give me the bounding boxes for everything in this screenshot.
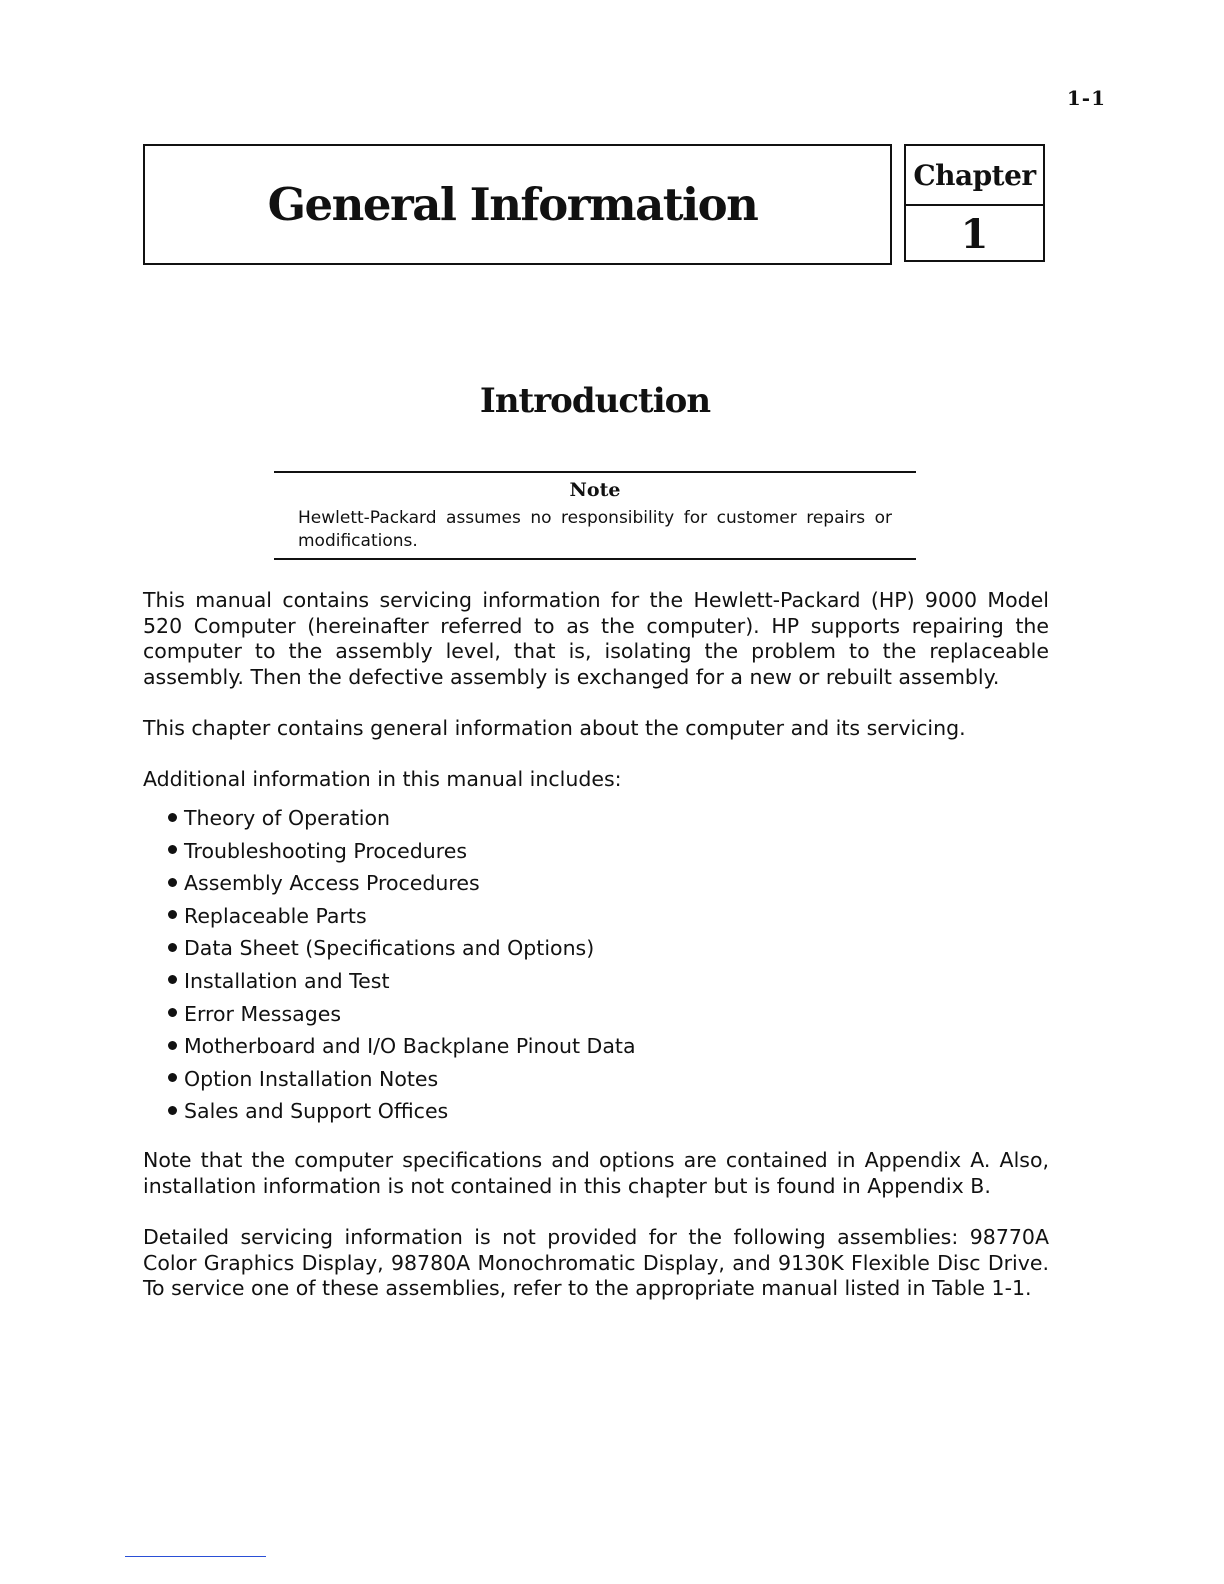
list-item-label: Motherboard and I/O Backplane Pinout Data: [184, 1034, 636, 1059]
manual-contents-list: [168, 802, 636, 1128]
note-text: Hewlett-Packard assumes no responsibility for customer repairs or modifications.: [298, 508, 892, 551]
list-item-label: Troubleshooting Procedures: [184, 838, 468, 863]
title-box: [143, 144, 892, 265]
list-item: [168, 998, 636, 1031]
list-item-label: Sales and Support Offices: [184, 1099, 449, 1124]
paragraph-intro: This manual contains servicing information for the Hewlett-Packard (HP) 9000 Model 520 Computer (hereinafter referred to as the computer). HP supports repairing the computer to the assembly level, that is, isolating the problem to the replaceable assembly. Then the defective assembly is exchanged for a new or rebuilt assembly.: [143, 588, 1049, 689]
list-item: [168, 1095, 636, 1128]
bullet-icon: [168, 878, 177, 887]
chapter-box: [904, 144, 1045, 262]
note-block: [274, 471, 916, 560]
bullet-icon: [168, 845, 177, 854]
bullet-icon: [168, 975, 177, 984]
list-item-label: Error Messages: [184, 1001, 342, 1026]
list-item-label: Installation and Test: [184, 968, 390, 993]
list-item: [168, 802, 636, 835]
chapter-number: 1: [960, 210, 989, 258]
list-item: [168, 867, 636, 900]
list-item: [168, 1030, 636, 1063]
list-item: [168, 900, 636, 933]
section-heading: Introduction: [479, 381, 711, 421]
chapter-label: Chapter: [906, 146, 1043, 206]
bullet-icon: [168, 943, 177, 952]
bullet-icon: [168, 1073, 177, 1082]
page-number: 1-1: [1066, 86, 1106, 110]
list-item-label: Option Installation Notes: [184, 1066, 439, 1091]
note-title: Note: [569, 479, 621, 501]
list-item: [168, 965, 636, 998]
list-item-label: Theory of Operation: [184, 806, 391, 830]
paragraph-appendix-note: Note that the computer specifications and options are contained in Appendix A. Also, installation information is not contained in this chapter but is found in Appendix B.: [143, 1148, 1049, 1198]
list-item-label: Replaceable Parts: [184, 903, 367, 928]
list-item-label: Data Sheet (Specifications and Options): [184, 936, 595, 961]
list-item-label: Assembly Access Procedures: [184, 871, 480, 896]
paragraph-chapter-contents: This chapter contains general information about the computer and its servicing.: [143, 716, 966, 740]
bullet-icon: [168, 813, 177, 822]
footer-rule: [125, 1556, 266, 1557]
list-item: [168, 1063, 636, 1096]
list-item: [168, 932, 636, 965]
list-item: [168, 835, 636, 868]
bullet-icon: [168, 910, 177, 919]
bullet-icon: [168, 1106, 177, 1115]
chapter-title: General Information: [267, 178, 758, 231]
bullet-icon: [168, 1008, 177, 1017]
bullet-icon: [168, 1041, 177, 1050]
paragraph-additional-info: Additional information in this manual includes:: [143, 767, 622, 791]
paragraph-other-assemblies: Detailed servicing information is not provided for the following assemblies: 98770A Color Graphics Display, 98780A Monochromatic Display, and 9130K Flexible Disc Drive. To service one of these assemblies, refer to the appropriate manual listed in Table 1-1.: [143, 1225, 1049, 1300]
